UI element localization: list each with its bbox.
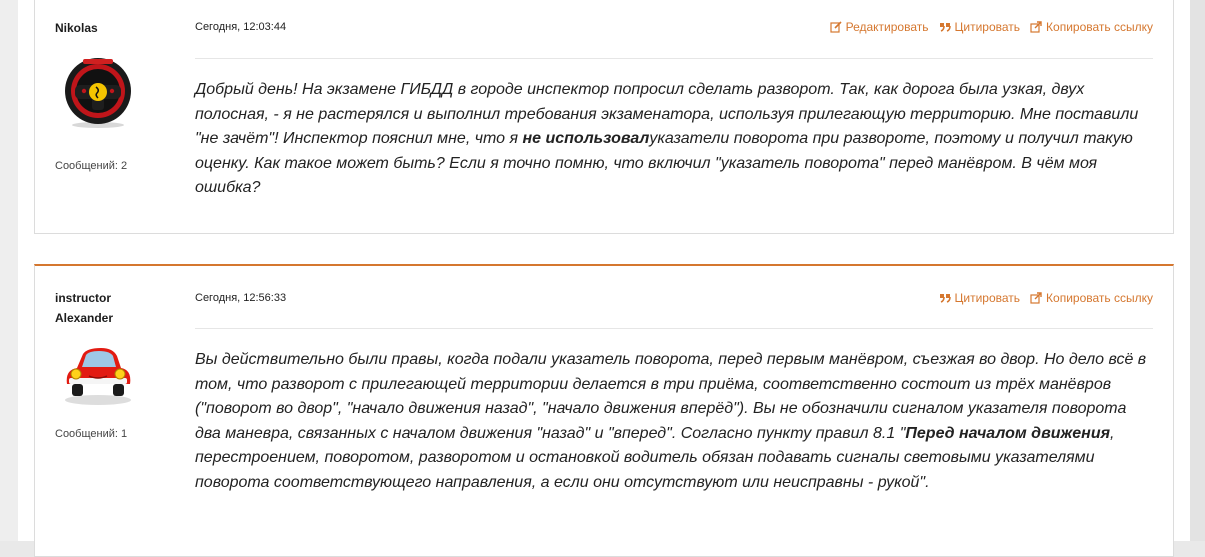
post-author: [55, 18, 175, 38]
post-actions: [830, 20, 1153, 34]
post-text: Добрый день! На экзамене ГИБДД в городе инспектор попросил сделать разворот. Так, как дорога была узкая, двух полосная, - я не растерялся и выполнил требования экзаменатора, используя прилегающую территорию. Мне поставили "не зачёт"! Инспектор пояснил мне, что я: [195, 81, 1139, 147]
quote-button[interactable]: [939, 291, 1021, 305]
post-body: [195, 78, 1153, 201]
quote-icon: [939, 21, 951, 33]
username[interactable]: instructor: [55, 291, 112, 305]
quote-label: Цитировать: [954, 20, 1021, 34]
post-actions: [939, 291, 1154, 305]
quote-button[interactable]: [939, 20, 1021, 34]
username[interactable]: Nikolas: [55, 21, 98, 35]
post-date: Сегодня, 12:56:33: [195, 292, 287, 304]
copy-link-button[interactable]: [1030, 20, 1153, 34]
post-text-bold: Перед началом движения: [905, 424, 1111, 442]
forum-page: [18, 0, 1190, 541]
post-body: [195, 348, 1153, 495]
message-count: Сообщений: 2: [55, 160, 128, 172]
post-text-bold: не использовал: [522, 130, 650, 147]
post-divider: [195, 58, 1153, 59]
copy-link-label: Копировать ссылку: [1046, 20, 1153, 34]
quote-icon: [939, 292, 951, 304]
post-date: Сегодня, 12:03:44: [195, 21, 287, 33]
post-divider: [195, 328, 1153, 329]
forum-post: [34, 0, 1174, 234]
post-author: [55, 288, 175, 328]
page-right-scroll-area: [1190, 0, 1205, 541]
red-car-icon: [61, 338, 135, 412]
post-text: указатели поворота при развороте, поэтому и получил такую оценку. Как такое может быть? Если я точно помню, что включил "указатель поворота" перед манёвром. В чём моя ошибка?: [195, 130, 1133, 196]
edit-label: Редактировать: [845, 20, 929, 34]
copy-link-button[interactable]: [1030, 291, 1153, 305]
external-link-icon: [1030, 292, 1042, 304]
external-link-icon: [1030, 21, 1042, 33]
page-left-margin: [0, 0, 18, 541]
forum-post: [34, 264, 1174, 557]
quote-label: Цитировать: [954, 291, 1021, 305]
copy-link-label: Копировать ссылку: [1046, 291, 1153, 305]
username-line2[interactable]: Alexander: [55, 311, 114, 325]
steering-wheel-icon: [61, 55, 135, 129]
edit-icon: [830, 21, 842, 33]
post-text: Вы действительно были правы, когда подали указатель поворота, перед первым манёвром, съезжая во двор. Но дело всё в том, что разворот с прилегающей территории делается в три приёма, соответственно состоит из трёх манёвров ("поворот во двор", "начало движения назад", "начало движения вперёд"). Вы не обозначили сигналом указателя поворота два маневра, связанных с началом движения "назад" и "вперед". Согласно пункту правил 8.1 ": [195, 351, 1147, 442]
message-count: Сообщений: 1: [55, 428, 128, 440]
post-text: , перестроением, поворотом, разворотом и остановкой водитель обязан подавать сигналы световыми указателями поворота соответствующего направления, а если они отсутствуют или неисправны - рукой".: [195, 424, 1115, 491]
edit-button[interactable]: [830, 20, 929, 34]
